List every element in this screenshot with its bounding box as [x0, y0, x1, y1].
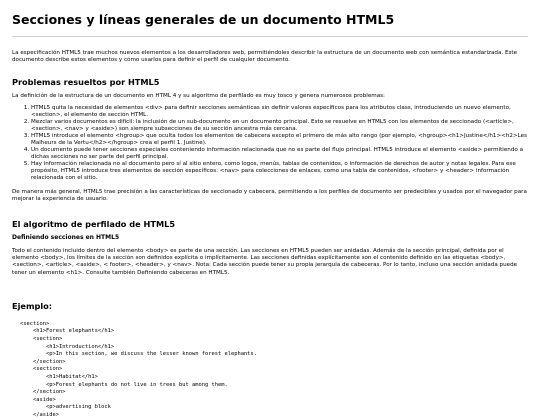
list-item: 4. Un documento puede tener secciones especiales conteniendo información relacionada que no es parte del flujo principal. HTML5 introduce el elemento <aside> permitiendo a dichas secciones no ser parte del perfil principal.	[31, 147, 528, 161]
sections-paragraph: Todo el contenido incluido dentro del elemento <body> es parte de una sección. Las secciones en HTML5 pueden ser anidadas. Además de la sección principal, definida por el elemento <body>, los límites de la sección son definidos explícita o implícitamente. Las secciones definidas explícitamente son el contenido definido en las etiquetas <body>, <section>, <article>, <aside>, < footer>, <header>, y <nav>. Nota: Cada sección puede tener su propia jerarquía de cabeceras. Por lo tanto, incluso una sección anidada puede tener un elemento <h1>. Consulte también Definiendo cabeceras en HTML5.	[12, 248, 518, 276]
intro-paragraph: La especificación HTML5 trae muchos nuevos elementos a los desarrolladores web, permitiéndoles describir la estructura de un documento web con semántica estandarizada. Este documento describe estos elementos y cómo usarlos para definir el perfil de cualquier documento.	[12, 50, 518, 64]
problems-list	[12, 105, 528, 182]
list-item: 1. HTML5 quita la necesidad de elementos <div> para definir secciones semánticas sin definir valores específicos para los atributos class, introduciendo un nuevo elemento, <section>, el elemento de sección HTML.	[31, 105, 528, 119]
problems-lead: La definición de la estructura de un documento en HTML 4 y su algoritmo de perfilado es muy tosco y genera numerosos problemas:	[12, 93, 385, 100]
algorithm-heading: El algoritmo de perfilado de HTML5	[12, 219, 176, 230]
list-item: 5. Hay información relacionada no al documento pero sí al sitio entero, como logos, menús, tablas de contenidos, o información de derechos de autor y notas legales. Para ese propósito, HTML5 introduce tres elementos de sección específicos: <nav> para colecciones de enlaces, como una tabla de contenidos, <footer> y <header> información relacionada con el sitio.	[31, 161, 528, 182]
sections-subheading: Definiendo secciones en HTML5	[12, 234, 120, 242]
problems-heading: Problemas resueltos por HTML5	[12, 77, 160, 88]
problems-closing: De manera más general, HTML5 trae precisión a las características de seccionado y cabecera, permitiendo a los perfiles de documento ser predecibles y usados por el navegador para mejorar la experiencia de usuario.	[12, 188, 527, 202]
example-heading: Ejemplo:	[12, 300, 53, 311]
code-example: <section> <h1>Forest elephants</h1> <section> <h1>Introduction</h1> <p>In this section, we discuss the lesser known forest elephants. </section> <section> <h1>Habitat</h1> <p>Forest elephants do not live in trees but among them. </section> <aside> <p>advertising block </aside>	[20, 320, 257, 418]
list-item: 3. HTML5 introduce el elemento <hgroup> que oculta todos los elementos de cabecera excepto el primero de más alto rango (por ejemplo, <hgroup><h1>Justine</h1><h2>Les Malheurs de la Vertu</h2></hgroup> crea el perfil 1. Justine).	[31, 133, 528, 147]
page-title: Secciones y líneas generales de un documento HTML5	[12, 12, 395, 27]
title-divider	[12, 36, 528, 37]
list-item: 2. Mezclar varios documentos es difícil: la inclusión de un sub-documento en un documento principal. Esto se resuelve en HTML5 con los elementos de seccionado (<article>, <section>, <nav> y <aside>) son siempre subsecciones de su sección ancestra más cercana.	[31, 119, 528, 133]
